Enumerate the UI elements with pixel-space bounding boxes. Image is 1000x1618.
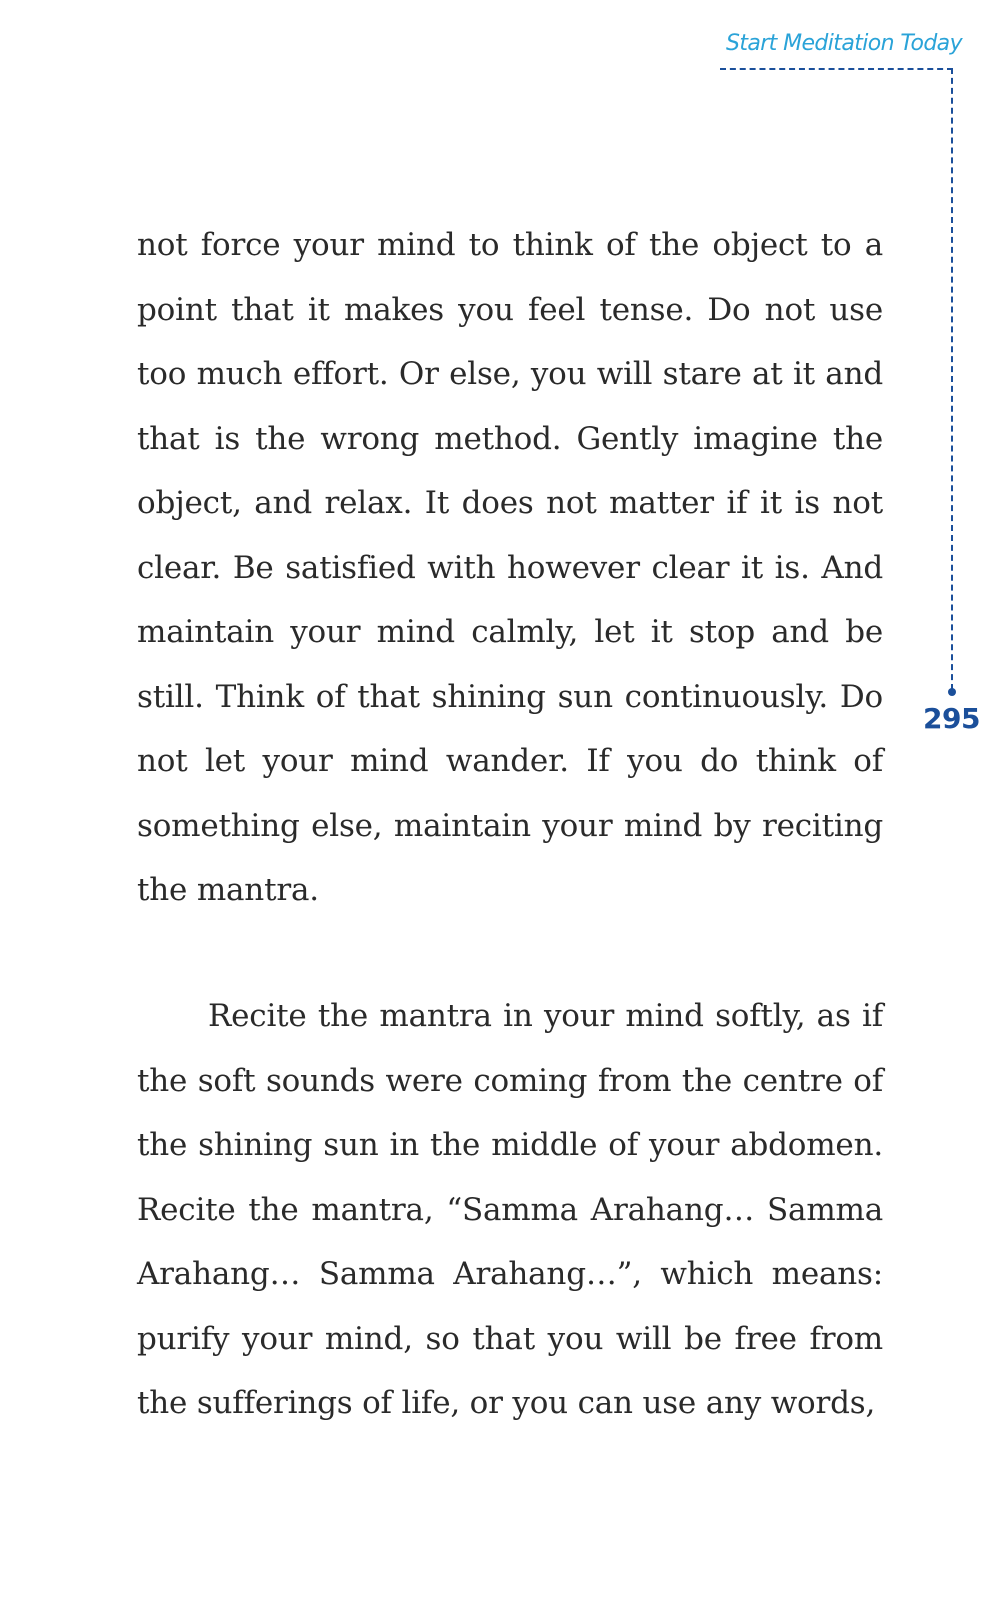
running-header-title: Start Meditation Today [725, 31, 962, 56]
page-number: 295 [923, 702, 980, 735]
body-paragraph: not force your mind to think of the object to a point that it makes you feel tense. Do not use too much effort. Or else, you will stare at it and that is the wrong method. Gently imagine the object, and relax. It does not matter if it is not clear. Be satisfied with however clear it is. And maintain your mind calmly, let it stop and be still. Think of that shining sun continuously. Do not let your mind wander. If you do think of something else, maintain your mind by reciting the mantra. [137, 227, 883, 908]
body-paragraph: Recite the mantra in your mind softly, as if the soft sounds were coming from the centre of the shining sun in the middle of your abdomen. Recite the mantra, “Samma Arahang… Samma Arahang… Samma Arahang…”, which means: purify your mind, so that you will be free from the sufferings of life, or you can use any words, [137, 998, 883, 1421]
dotted-guide-vertical [951, 68, 953, 690]
dotted-guide-horizontal [720, 68, 953, 70]
guide-dot [948, 688, 956, 696]
